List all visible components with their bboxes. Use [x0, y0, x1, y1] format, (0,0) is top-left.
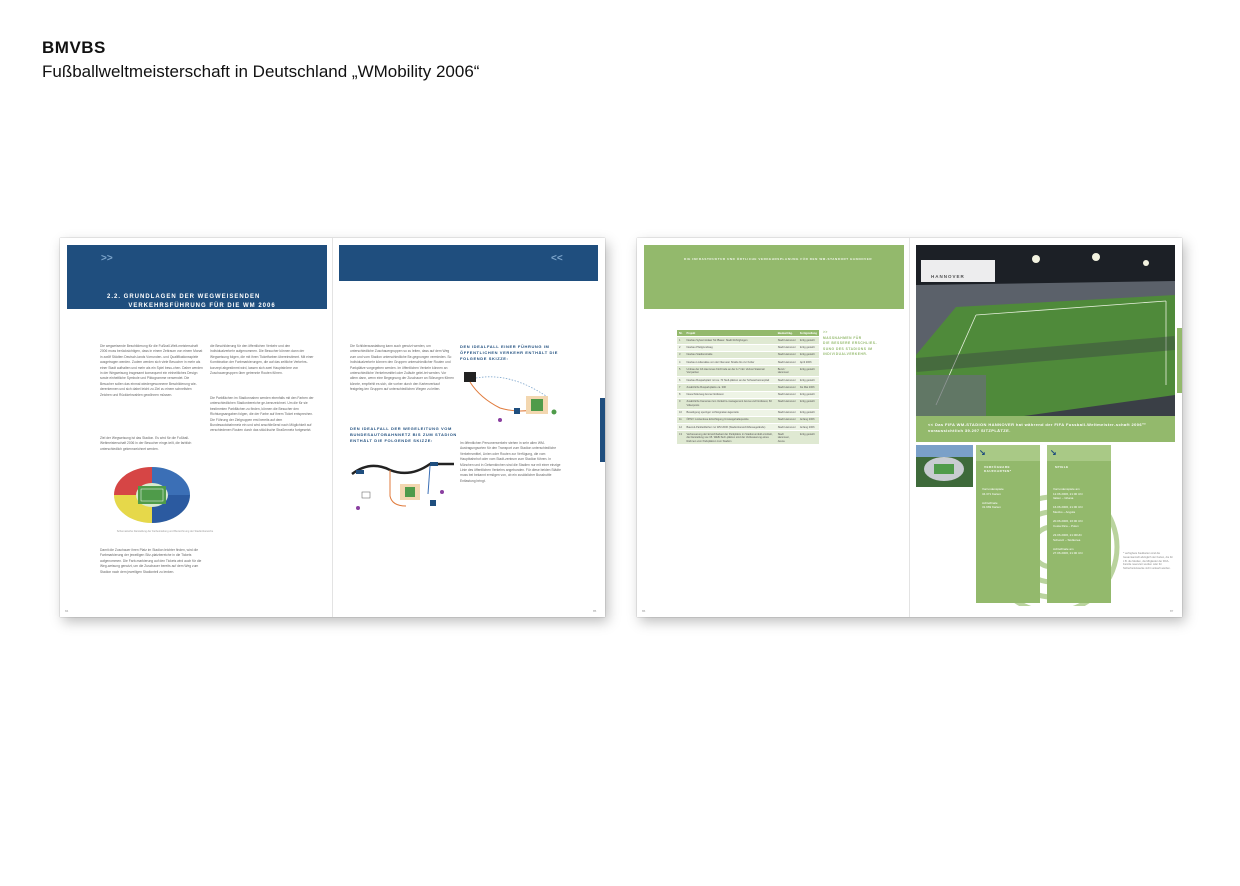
table-cell: Stadt Hannover: [776, 384, 798, 391]
body-text-col1: Die wegweisende Beschilderung für die Fußball-Welt-meisterschaft 2006 muss berücksichtigen, dass in einem Zeitraum von einem Monat in zwölf Städten Deutsch-lands Vorrunden- und Qualifikationsspiele ausgetragen werden. Zudem werden sich viele Besucher in mehr als einer Stadt aufhalten und mehr als ein Spiel besu-chen. Daher werden in der Wegweisung insgesamt konsequent ein einheitliches Design sowie einheitliche Symbole und Piktogramme verwendet. Die Besucher sollen das einmal wiedergewonnene Beschilderung wie-dererkennen und sich dabei leicht zu Ziel zu einem schnellsten Zeichen und Rückkehrzahlen gewöhnen müssen.: [100, 344, 203, 397]
table-row: [677, 351, 819, 358]
table-cell: fertig gestellt: [798, 351, 819, 358]
table-cell: Neubau Sylvermüdaer Str./Bauer. Stadt Rohrigbogen: [684, 337, 775, 344]
table-cell: Neuschülerweg Arena Nordwest: [684, 391, 775, 398]
table-cell: Stadt Hannover: [776, 424, 798, 431]
tickets-body: Vorrundenspiele 34.371 Karten Achtelfinale 31.969 Karten: [982, 487, 1004, 510]
chapter-tab: [600, 398, 605, 462]
table-cell: Bund / Hannover: [776, 366, 798, 377]
tickets-title: VERFÜGBARE KAUFKARTEN*: [984, 465, 1012, 474]
table-cell: Stadt Hannover: [776, 359, 798, 366]
page-number-right: 85: [593, 609, 597, 613]
page-number-left: 86: [642, 609, 646, 613]
table-cell: 10: [677, 409, 684, 416]
green-header-bar: [644, 245, 904, 309]
page-number-left: 84: [65, 609, 69, 613]
table-cell: April 2006: [798, 359, 819, 366]
section-title: 2.2. GRUNDLAGEN DER WEGWEISENDEN VERKEHRSFÜHRUNG FÜR DIE WM 2006: [107, 294, 276, 309]
photo-city-label: [921, 260, 995, 282]
right-spread: [637, 238, 1182, 617]
document-subtitle: Fußballweltmeisterschaft in Deutschland „WMobility 2006“: [42, 62, 480, 81]
games-header: [1047, 445, 1111, 461]
table-cell: Anfang 2006: [798, 424, 819, 431]
table-cell: 3: [677, 351, 684, 358]
table-cell: Stadt Hannover: [776, 351, 798, 358]
public-transport-diagram: [460, 368, 560, 428]
table-cell: fertig gestellt: [798, 398, 819, 409]
page-fold: [332, 238, 333, 617]
table-cell: fertig gestellt: [798, 366, 819, 377]
table-cell: Stadt Hannover: [776, 344, 798, 351]
table-cell: fertig gestellt: [798, 431, 819, 444]
table-cell: Stadt Hannover: [776, 391, 798, 398]
column-header: Fertigstellung: [798, 330, 819, 337]
stadium-aerial-photo: [916, 445, 973, 487]
tickets-footnote: * verfügbare Kaufkarten sind die Gesamtanzahl abzüglich der Karten, die für z.B. die Medien, die Mitglieder der FIFA-Familie reserviert wurden oder für Sicherheitszwecke nicht verkauft werden.: [1123, 552, 1173, 571]
left-spread: [60, 238, 605, 617]
table-cell: 12: [677, 424, 684, 431]
stadium-color-diagram: [112, 464, 192, 526]
table-row: [677, 398, 819, 409]
table-row: [677, 359, 819, 366]
back-arrow-icon: <<: [551, 253, 563, 264]
table-cell: Zusätzliche Busparkplatze ca. 300: [684, 384, 775, 391]
column-header: Projekt: [684, 330, 775, 337]
capacity-text: << Das FIFA WM-STADION HANNOVER hat während der FIFA Fussball-Weltmeister-schaft 2006™ voraussichtlich 39.297 SITZPLÄTZE.: [928, 422, 1147, 433]
table-cell: Stadt Hannover: [776, 377, 798, 384]
table-row: [677, 391, 819, 398]
column-header: Nr.: [677, 330, 684, 337]
table-row: [677, 409, 819, 416]
brand-title: BMVBS: [42, 38, 106, 57]
body-text-col1-c: Damit die Zuschauer ihren Platz im Stadion leichter finden, wird die Farbmarkierung der jeweiligen Sitz-platzbereiche in die Tickets aufgenommen. Die Farb-markierung auf den Tickets wird auch für die Weg-weisung genutzt, um die Zuschauer bereits auf dem Weg zum Stadion nach dem jeweiligen Stadionteil zu lenken.: [100, 548, 202, 574]
table-cell: Neubau Busparkplatz mit ca. 70 Stell-plätzen an der Schwanheimerpfad: [684, 377, 775, 384]
section-header-bar-right: [339, 245, 598, 281]
city-name: HANNOVER: [931, 274, 965, 279]
table-row: [677, 337, 819, 344]
body-text-col2-b: Die Parkflächen im Stadionnahen werden ebenfalls mit den Farben der unterschiedlichen Stadionbereiche ge-kennzeichnet. Um die für sie bestimmten Parkflächen zu finden, können die Besucher den Richtungsangaben folgen, die der Farbe auf ihrem Ticket entsprechen. Die Führung der Zielgruppen erst bereits auf dem Bundesautobahnnetz ein und wird anschließend nach Möglichkeit auf verschiedenen Routen durch das städ-tische Straßennetz fortgesetzt.: [210, 396, 314, 433]
table-cell: 7: [677, 384, 684, 391]
games-title: SPIELE: [1055, 465, 1069, 469]
section-header-bar-left: [67, 245, 327, 309]
table-cell: 5: [677, 366, 684, 377]
table-cell: ÖPNV: Lückenlose Ertüchtigung Umsteigehaltepunkte: [684, 416, 775, 423]
tickets-header: [976, 445, 1040, 461]
table-cell: Stadt Hannover, Arena: [776, 431, 798, 444]
forward-arrow-icon: >>: [101, 253, 113, 264]
table-cell: bis Mai 2006: [798, 384, 819, 391]
table-row: [677, 424, 819, 431]
table-cell: 1: [677, 337, 684, 344]
table-cell: Umbau der AS Hannover-Kirchrode an der A 7 inkl. Verlust Stationär Vorrpatzen: [684, 366, 775, 377]
column-header: Baulastträg.: [776, 330, 798, 337]
table-cell: Beseitigung sperriger Lichtsignalan-lagenteile: [684, 409, 775, 416]
table-cell: Neubau Pfeilgrundweg: [684, 344, 775, 351]
tickets-column: [976, 445, 1040, 603]
table-row: [677, 416, 819, 423]
table-cell: Zusätzliche Kameras zum Verkehrs-management Arena und Nordwest, 60 Videoposts: [684, 398, 775, 409]
table-cell: fertig gestellt: [798, 337, 819, 344]
games-body: Vorrundenspiele am 12.06.2006, 21:00 Uhr Italien – Ghana 16.06.2006, 21:00 Uhr Mexiko – Angola 20.06.2006, 16:00 Uhr Costa Rica – Polen 23.06.2006, 21:00Uhr Schweiz – Südkorea Achtelfinale am 27.06.2006, 21:00 Uhr: [1053, 487, 1083, 556]
arrow-down-right-icon: ↘: [1050, 448, 1057, 457]
table-cell: 4: [677, 359, 684, 366]
table-row: [677, 384, 819, 391]
public-transport-heading: DEN IDEALFALL EINER FÜHRUNG IM ÖFFENTLICHEN VERKEHR ENTHÄLT DIE FOLGENDE SKIZZE:: [460, 344, 559, 361]
table-cell: Verbesserung der Erreichbarkeit der Parkplätze im Stadionumfeld ermittelt, die Darstellung via z.B. WEB-Tech-plätzen sind der Verbesserung eines Rahmen vom Parkplätzen zum Stadion: [684, 431, 775, 444]
body-text-col4: Im öffentlichen Personenverkehr stehen in sehr allen WM-Austragungsorten für den Transport zum Stadion unterschiedliche Verkehrsmittel, Linien oder Routen zur Verfügung, die vom Hauptbahnhof oder vom Stadt-zentrum zum Stadion führen. In München und in Gelsenkirchen sind die Stadien nur mit einer einzige Linie des öffentlichen Verkehrs angebunden. Für diese beiden Städte muss bei bekannt ermögen von, ob ein zusätzlicher Busshuttle Entlastung bringt.: [460, 441, 561, 483]
table-cell: 13: [677, 431, 684, 444]
table-cell: 6: [677, 377, 684, 384]
project-table: [677, 330, 819, 444]
arrow-down-right-icon: ↘: [979, 448, 986, 457]
table-cell: 9: [677, 398, 684, 409]
table-cell: Stadt Hannover: [776, 337, 798, 344]
page-number-right: 87: [1170, 609, 1174, 613]
games-column: [1047, 445, 1111, 603]
table-row: [677, 366, 819, 377]
table-cell: 8: [677, 391, 684, 398]
green-header-caption: DIE INFRASTRUKTUR UND ÖRTLICHE VERKEHRSPLANUNG FÜR DEN WM-STANDORT HANNOVER: [684, 257, 873, 261]
table-row: [677, 431, 819, 444]
table-cell: fertig gestellt: [798, 409, 819, 416]
table-cell: Anfang 2006: [798, 416, 819, 423]
table-row: [677, 377, 819, 384]
table-cell: fertig gestellt: [798, 391, 819, 398]
stadium-capacity-band: [916, 416, 1175, 442]
table-cell: 2: [677, 344, 684, 351]
highway-route-diagram: [350, 456, 456, 516]
table-row: [677, 344, 819, 351]
body-text-col2: die Beschilderung für den öffentlichen Verkehr und den Individualverkehr aufgenommen. Die Besucher können dann der Wegweisung folgen, die mit ihren Ticketfarben übereinstimmt. Mit einer Kombination der Farbmarkierungen, die auf das zeitliche Verkehrs-konzept abgestimmt wird, lassen sich zwei Hauptströme von Zuschauergruppen über getrennte Routen führen.: [210, 344, 314, 376]
page-fold: [909, 238, 910, 617]
body-text-col3: Die Schilderausstattung kann auch genutzt werden, um unterschiedliche Zuschauergruppen so zu leiten, dass auf dem Weg zum und vom Stadion unterschiedliche Be-gegnungen vermieden. So Individualverkehr können den Gruppen unterschiedlicher Routen und Parkplätze vorgegeben werden. Im öffentlichen Verkehr können an unterschiedliche Verkehrsmittel oder Zuläufe gelei-tet werden. Vor allem dann, wenn eine Begegnung der Zuschauer an Störungen führen könnte, empfiehlt es sich, die vorher durch den Kartenverkauf festgeleg-ten Gruppen auf unterschiedlichen Wegen zu leiten.: [350, 344, 454, 392]
table-cell: Stadt Hannover: [776, 398, 798, 409]
table-cell: fertig gestellt: [798, 377, 819, 384]
table-header-row: [677, 330, 819, 337]
table-cell: Neubau Stadionstraße: [684, 351, 775, 358]
highway-diagram-heading: DEN IDEALFALL DER WEGELEITUNG VOM BUNDESAUTOBAHNNETZ BIS ZUM STADION ENTHÄLT DIE FOLGENDE SKIZZE:: [350, 426, 457, 443]
stadium-diagram-caption: Schematische Darstellung der Farbeinteilung und Bezeichnung der Stadionbereiche: [116, 530, 214, 533]
table-cell: Bauzeit-Parkleitfächer zur WM 2006 (Stadionbereich/Messegelände): [684, 424, 775, 431]
table-cell: Stadt Hannover: [776, 416, 798, 423]
table-cell: Stadt Hannover: [776, 409, 798, 416]
table-cell: Neubau Lindenallee von der Niemeier Straße bis zur Kolter: [684, 359, 775, 366]
body-text-col1-b: Ziel der Wegweisung ist das Stadion. Es wird für die Fußball-Weltmeisterschaft 2006 in der Besucher einge-teilt, die farblich unterschiedlich gekennzeichnet werden.: [100, 436, 192, 451]
table-cell: 11: [677, 416, 684, 423]
table-cell: fertig gestellt: [798, 344, 819, 351]
measures-note: >> MASSNAHMEN FÜR DIE BESSERE ERSCHLIES- SUNG DES STADIONS IM INDIVIDUALVERKEHR.: [823, 330, 878, 356]
chapter-tab: [1177, 328, 1182, 393]
